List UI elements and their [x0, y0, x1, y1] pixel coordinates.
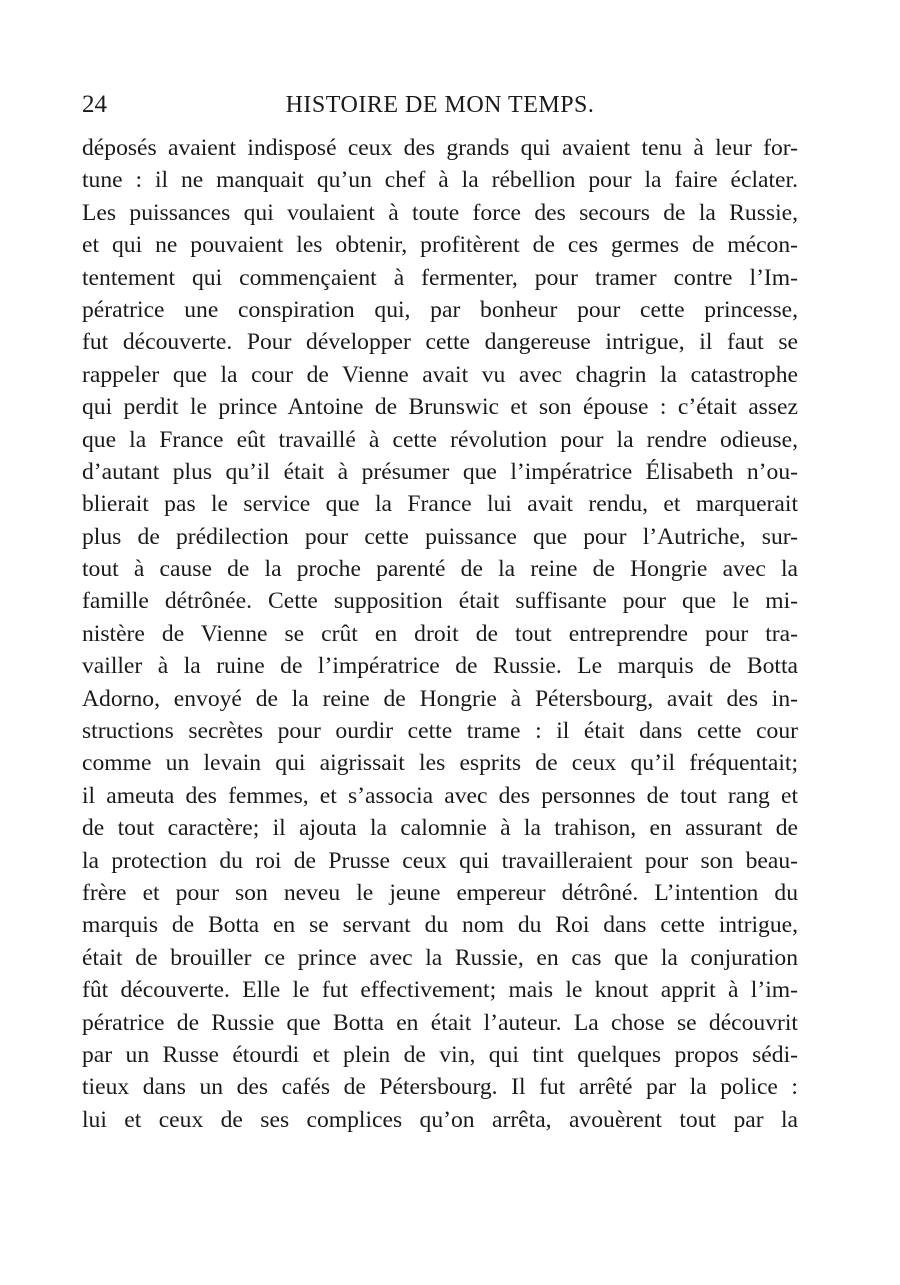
text-line: que la France eût travaillé à cette révolution pour la rendre odieuse, — [82, 426, 798, 453]
text-line: fut découverte. Pour développer cette dangereuse intrigue, il faut se — [82, 329, 798, 356]
text-line: pératrice une conspiration qui, par bonheur pour cette princesse, — [82, 296, 798, 323]
text-line: lui et ceux de ses complices qu’on arrêta, avouèrent tout par la — [82, 1106, 798, 1133]
text-line: qui perdit le prince Antoine de Brunswic et son épouse : c’était assez — [82, 394, 798, 421]
text-line: Adorno, envoyé de la reine de Hongrie à Pétersbourg, avait des in- — [82, 685, 798, 712]
text-line: structions secrètes pour ourdir cette trame : il était dans cette cour — [82, 718, 798, 745]
text-line: il ameuta des femmes, et s’associa avec des personnes de tout rang et — [82, 782, 798, 809]
text-line: blierait pas le service que la France lui avait rendu, et marquerait — [82, 491, 798, 518]
text-line: nistère de Vienne se crût en droit de tout entreprendre pour tra- — [82, 620, 798, 647]
text-line: marquis de Botta en se servant du nom du Roi dans cette intrigue, — [82, 912, 798, 939]
text-line: fût découverte. Elle le fut effectivement; mais le knout apprit à l’im- — [82, 977, 798, 1004]
text-line: par un Russe étourdi et plein de vin, qui tint quelques propos sédi- — [82, 1041, 798, 1068]
text-line: était de brouiller ce prince avec la Russie, en cas que la conjuration — [82, 944, 798, 971]
text-line: pératrice de Russie que Botta en était l’auteur. La chose se découvrit — [82, 1009, 798, 1036]
text-line: vailler à la ruine de l’impératrice de Russie. Le marquis de Botta — [82, 653, 798, 680]
text-line: Les puissances qui voulaient à toute force des secours de la Russie, — [82, 199, 798, 226]
body-text — [82, 132, 798, 1136]
running-title: HISTOIRE DE MON TEMPS. — [285, 92, 595, 118]
text-line: de tout caractère; il ajouta la calomnie à la trahison, en assurant de — [82, 815, 798, 842]
text-line: tune : il ne manquait qu’un chef à la rébellion pour la faire éclater. — [82, 167, 798, 194]
text-line: et qui ne pouvaient les obtenir, profitèrent de ces germes de mécon- — [82, 232, 798, 259]
text-line: d’autant plus qu’il était à présumer que l’impératrice Élisabeth n’ou- — [82, 458, 798, 485]
text-line: tieux dans un des cafés de Pétersbourg. Il fut arrêté par la police : — [82, 1074, 798, 1101]
text-line: famille détrônée. Cette supposition était suffisante pour que le mi- — [82, 588, 798, 615]
text-line: frère et pour son neveu le jeune empereur détrôné. L’intention du — [82, 879, 798, 906]
text-line: rappeler que la cour de Vienne avait vu avec chagrin la catastrophe — [82, 361, 798, 388]
text-line: tentement qui commençaient à fermenter, pour tramer contre l’Im- — [82, 264, 798, 291]
text-line: la protection du roi de Prusse ceux qui travailleraient pour son beau- — [82, 847, 798, 874]
text-line: plus de prédilection pour cette puissance que pour l’Autriche, sur- — [82, 523, 798, 550]
page-header — [82, 88, 798, 122]
text-line: tout à cause de la proche parenté de la reine de Hongrie avec la — [82, 556, 798, 583]
text-line: déposés avaient indisposé ceux des grands qui avaient tenu à leur for- — [82, 135, 798, 161]
text-line: comme un levain qui aigrissait les esprits de ceux qu’il fréquentait; — [82, 750, 798, 777]
page-number: 24 — [82, 91, 107, 118]
